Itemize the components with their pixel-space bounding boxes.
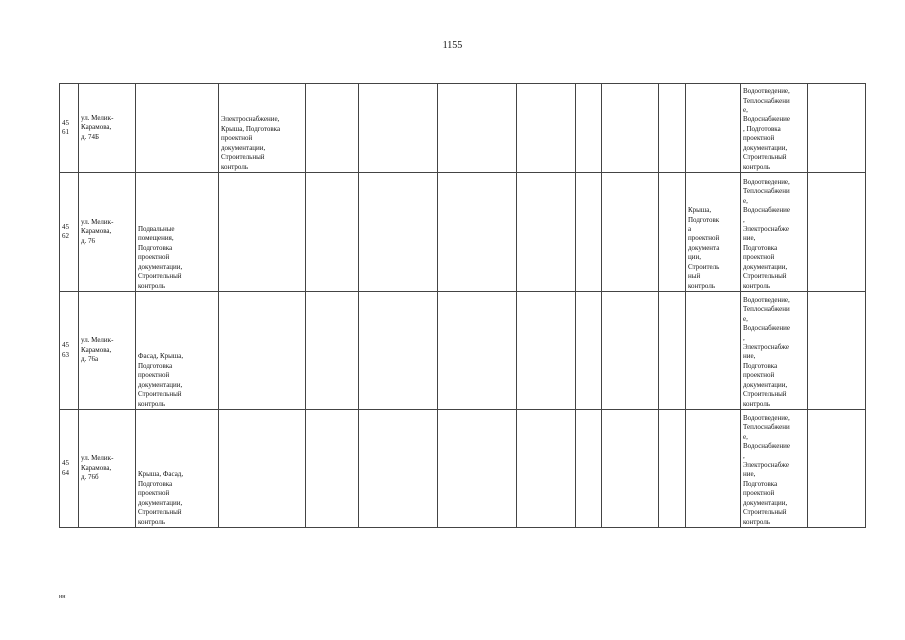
empty-cell (808, 292, 866, 410)
empty-cell (517, 84, 576, 173)
empty-cell (306, 84, 359, 173)
works-cell (136, 84, 219, 173)
address-cell: ул. Мелик- Карамова, д. 76б (79, 410, 136, 528)
table-row (60, 84, 866, 173)
empty-cell (576, 84, 602, 173)
works-cell: Подвальные помещения, Подготовка проектной документации, Строительный контроль (136, 173, 219, 292)
table-row (60, 173, 866, 292)
works-cell: Водоотведение, Теплоснабжени е, Водоснабжение , Электроснабже ние, Подготовка проектной документации, Строительный контроль (741, 292, 808, 410)
empty-cell (438, 292, 517, 410)
empty-cell (659, 173, 686, 292)
table-row (60, 292, 866, 410)
empty-cell (576, 292, 602, 410)
table-row (60, 410, 866, 528)
empty-cell (808, 410, 866, 528)
row-number-cell: 45 64 (60, 410, 79, 528)
row-number-cell: 45 63 (60, 292, 79, 410)
empty-cell (659, 410, 686, 528)
empty-cell (517, 292, 576, 410)
empty-cell (602, 84, 659, 173)
empty-cell (359, 173, 438, 292)
works-cell: Водоотведение, Теплоснабжени е, Водоснабжение , Электроснабже ние, Подготовка проектной документации, Строительный контроль (741, 410, 808, 528)
row-number-cell: 45 62 (60, 173, 79, 292)
empty-cell (306, 410, 359, 528)
footer-note: нн (59, 594, 66, 600)
works-cell (686, 410, 741, 528)
empty-cell (659, 84, 686, 173)
works-cell (219, 410, 306, 528)
works-cell: Фасад, Крыша, Подготовка проектной документации, Строительный контроль (136, 292, 219, 410)
empty-cell (359, 410, 438, 528)
address-cell: ул. Мелик- Карамова, д. 76а (79, 292, 136, 410)
empty-cell (808, 84, 866, 173)
empty-cell (517, 173, 576, 292)
works-cell: Крыша, Подготовк а проектной документа ции, Строитель ный контроль (686, 173, 741, 292)
empty-cell (602, 173, 659, 292)
empty-cell (306, 292, 359, 410)
works-cell (686, 84, 741, 173)
empty-cell (576, 173, 602, 292)
empty-cell (359, 292, 438, 410)
empty-cell (438, 173, 517, 292)
repair-schedule-table (59, 83, 866, 528)
empty-cell (602, 410, 659, 528)
empty-cell (306, 173, 359, 292)
works-cell (219, 292, 306, 410)
works-cell (219, 173, 306, 292)
address-cell: ул. Мелик- Карамова, д. 76 (79, 173, 136, 292)
page-number: 1155 (442, 40, 463, 51)
empty-cell (438, 84, 517, 173)
works-cell: Водоотведение, Теплоснабжени е, Водоснабжение , Подготовка проектной документации, Строительный контроль (741, 84, 808, 173)
empty-cell (808, 173, 866, 292)
empty-cell (602, 292, 659, 410)
works-cell (686, 292, 741, 410)
empty-cell (659, 292, 686, 410)
empty-cell (517, 410, 576, 528)
empty-cell (576, 410, 602, 528)
works-cell: Электроснабжение, Крыша, Подготовка проектной документации, Строительный контроль (219, 84, 306, 173)
works-cell: Крыша, Фасад, Подготовка проектной документации, Строительный контроль (136, 410, 219, 528)
empty-cell (438, 410, 517, 528)
empty-cell (359, 84, 438, 173)
row-number-cell: 45 61 (60, 84, 79, 173)
address-cell: ул. Мелик- Карамова, д. 74Б (79, 84, 136, 173)
works-cell: Водоотведение, Теплоснабжени е, Водоснабжение , Электроснабже ние, Подготовка проектной документации, Строительный контроль (741, 173, 808, 292)
